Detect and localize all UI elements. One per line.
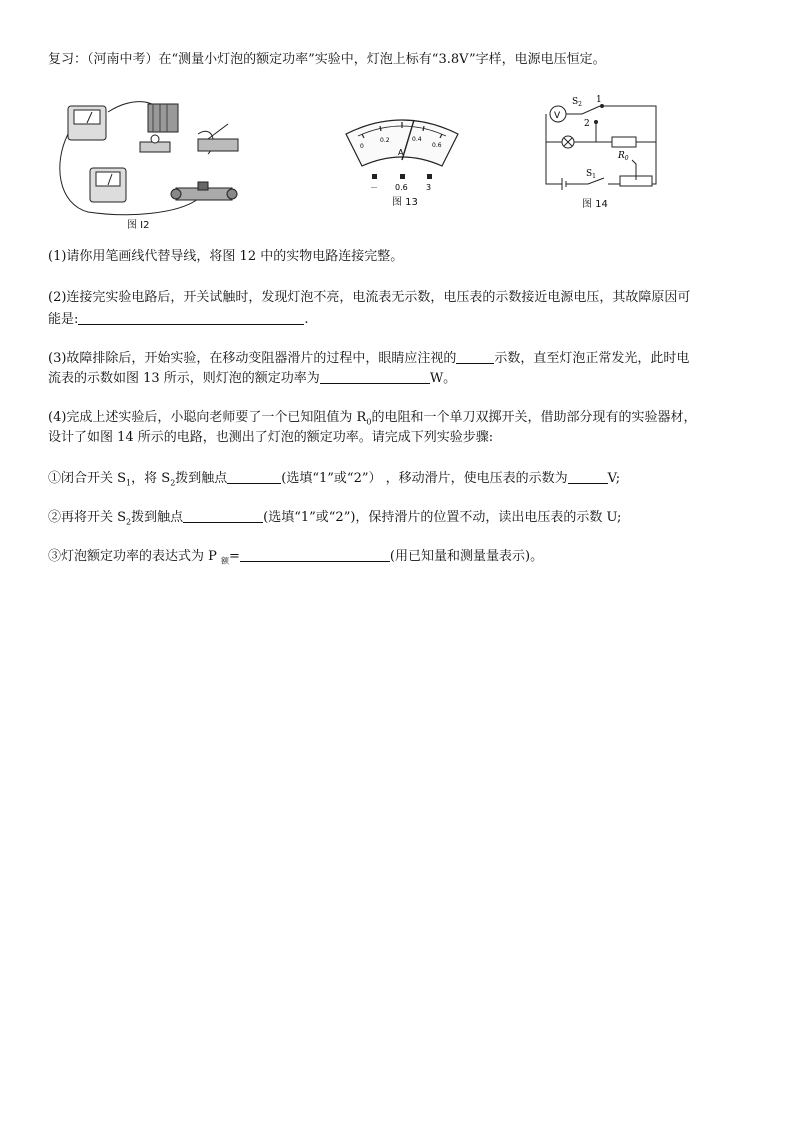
ammeter-minus: －: [370, 183, 378, 192]
answer-blank-q3-power[interactable]: [320, 370, 430, 384]
question-2-line-1: (2)连接完实验电路后，开关试触时，发现灯泡不亮，电流表无示数，电压表的示数接近电源电压，其故障原因可: [48, 290, 691, 305]
s2-label: $S_2$: [572, 97, 582, 108]
s1-label: $S_1$: [586, 169, 596, 180]
figure-14-circuit-diagram: [532, 92, 664, 192]
header-line: [48, 52, 606, 68]
ammeter-scale-3: 0.6: [432, 142, 442, 149]
answer-blank-q2[interactable]: [78, 311, 304, 325]
contact-2-label: 2: [584, 119, 590, 129]
header-text: 复习：（河南中考）在“测量小灯泡的额定功率”实验中，灯泡上标有“3.8V”字样，电源电压恒定。: [48, 52, 606, 67]
answer-blank-step2-contact[interactable]: [183, 509, 263, 523]
question-4-line-2: 设计了如图 14 所示的电路，也测出了灯泡的额定功率。请完成下列实验步骤:: [48, 430, 494, 445]
figure-12-caption: 图 I2: [127, 220, 150, 231]
ammeter-terminal-06: 0.6: [395, 183, 408, 192]
step-3: ③灯泡额定功率的表达式为 P $_额$= (用已知量和测量量表示)。: [48, 549, 544, 566]
ammeter-terminal-3: 3: [426, 183, 432, 192]
figure-13-ammeter-image: [340, 104, 464, 200]
contact-1-label: 1: [596, 95, 602, 105]
question-3-line-2: 流表的示数如图 13 所示，则灯泡的额定功率为 W。: [48, 371, 457, 386]
question-2-line-2: 能是: .: [48, 312, 309, 327]
figure-14-caption: 图 14: [582, 199, 608, 210]
figure-12-circuit-image: [48, 94, 248, 218]
answer-blank-step3-expression[interactable]: [240, 548, 390, 562]
question-4-line-1: (4)完成上述实验后，小聪向老师要了一个已知阻值为 $R_0$的电阻和一个单刀双掷开关，借助部分现有的实验器材，: [48, 410, 697, 427]
ammeter-scale-0: 0: [360, 143, 364, 150]
question-3-line-1: (3)故障排除后，开始实验，在移动变阻器滑片的过程中，眼睛应注视的 示数，直至灯泡正常发光，此时电: [48, 351, 690, 366]
step-1: ①闭合开关 $S_1$，将 $S_2$拨到触点 (选填“1”或“2”） ，移动滑片，使电压表的示数为 V;: [48, 471, 621, 488]
answer-blank-step1-contact[interactable]: [227, 470, 281, 484]
ammeter-scale-1: 0.2: [380, 137, 390, 144]
r0-label: $R_0$: [618, 151, 629, 162]
step-2: ②再将开关 $S_2$拨到触点 (选填“1”或“2”)，保持滑片的位置不动，读出电压表的示数 U;: [48, 510, 622, 527]
voltmeter-label: V: [554, 111, 561, 121]
ammeter-unit: A: [398, 148, 404, 157]
figure-13-caption: 图 13: [392, 197, 418, 208]
answer-blank-q3-meter[interactable]: [456, 350, 494, 364]
ammeter-scale-2: 0.4: [412, 136, 422, 143]
question-1: (1)请你用笔画线代替导线，将图 12 中的实物电路连接完整。: [48, 249, 404, 264]
answer-blank-step1-voltage[interactable]: [568, 470, 608, 484]
